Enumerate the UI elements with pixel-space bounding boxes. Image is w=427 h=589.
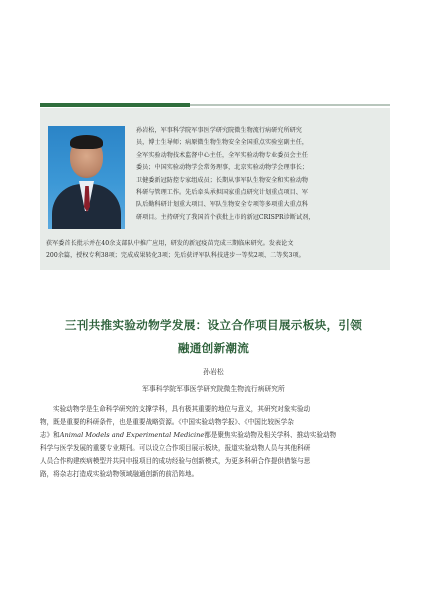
- body-text: 志》和: [40, 431, 60, 439]
- bio-line: 孙岩松，军事科学院军事医学研究院微生物流行病研究所研究: [136, 127, 302, 134]
- article-title: 三刊共推实验动物学发展：设立合作项目展示板块，引领: [64, 318, 363, 332]
- body-line: 人员合作构建疾病模型并共同申报项目的成功经验与创新模式，为更多科研合作提供借鉴与思: [40, 457, 311, 465]
- body-line: [40, 429, 392, 442]
- bio-line: 卫健委新冠防控专家组成员；长期从事军队生物安全和实验动物: [136, 176, 309, 184]
- bio-line: 员，博士生导师；病原微生物生物安全全国重点实验室副主任，: [136, 139, 309, 147]
- header-rule-accent: [40, 103, 190, 107]
- article-affiliation: 军事科学院军事医学研究院微生物流行病研究所: [142, 385, 285, 393]
- bio-line: 全军实验动物技术监督中心主任，全军实验动物专业委员会主任: [136, 151, 309, 159]
- author-bio-box: [40, 108, 390, 270]
- body-line: 科学与医学发展的重要专业期刊。可以设立合作项目展示板块，报道实验动物人员与其他科研: [40, 444, 311, 452]
- article-author: 孙岩松: [203, 368, 224, 376]
- bio-text-continued: [46, 238, 388, 263]
- bio-line: 科研与管理工作。先后牵头承担国家重点研究计划重点项目、军: [136, 189, 309, 197]
- bio-line: 队后勤科研计划重大项目、军队生物安全专项等多项重大重点科: [136, 201, 309, 209]
- body-line: 实验动物学是生命科学研究的支撑学科，具有极其重要的地位与意义，其研究对象实验动: [53, 405, 311, 413]
- bio-text: [136, 125, 388, 224]
- article-title-line2: 融通创新潮流: [177, 341, 250, 355]
- bio-line: 200余篇，授权专利38项；完成成果转化3项；先后获评军队科技进步一等奖2项、二等奖3项。: [46, 252, 305, 260]
- bio-line: 获军委首长批示并在40余支部队中推广应用，研发的新冠疫苗完成三期临床研究。发表论文: [46, 240, 294, 247]
- bio-line: 研项目。主持研究了我国首个获批上市的新冠CRISPR诊断试剂，: [136, 213, 315, 221]
- bio-line: 委员；中国实验动物学会常务理事，北京实验动物学会理事长；: [136, 164, 309, 172]
- author-photo: [48, 126, 125, 229]
- body-text: 都是聚焦实验动物及相关学科、推动实验动物: [204, 431, 337, 439]
- journal-name: Animal Models and Experimental Medicine: [59, 431, 205, 439]
- article-body: [40, 403, 392, 481]
- header-rule-line: [190, 104, 390, 106]
- body-line: 路，将杂志打造成实验动物领域融通创新的前沿阵地。: [40, 470, 199, 478]
- body-line: 物，既是重要的科研条件，也是重要战略资源。《中国实验动物学报》、《中国比较医学杂: [40, 418, 294, 426]
